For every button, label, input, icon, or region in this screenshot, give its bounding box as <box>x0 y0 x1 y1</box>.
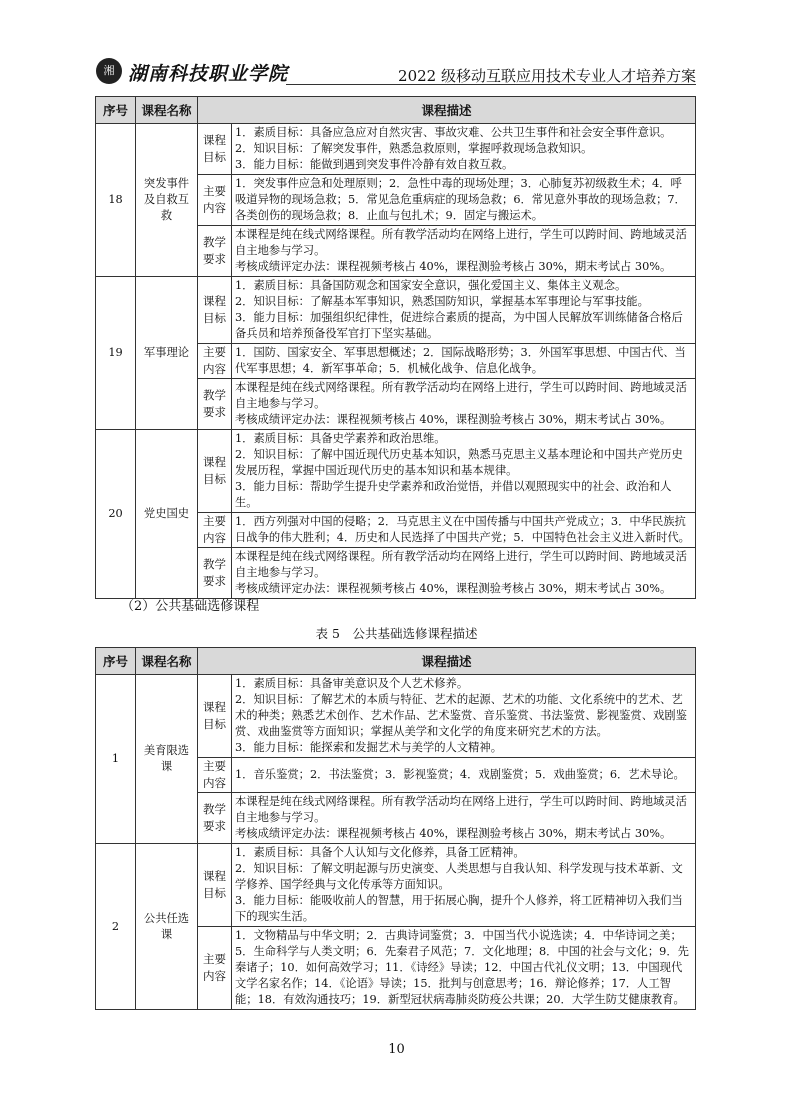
desc-line: 2．知识目标：了解艺术的本质与特征、艺术的起源、艺术的功能、文化系统中的艺术、艺术的种类；熟悉艺术创作、艺术作品、艺术鉴赏、音乐鉴赏、书法鉴赏、影视鉴赏、戏剧鉴赏、戏曲鉴赏等方面知识；掌握从美学和文化学的角度来研究艺术的方法。 <box>235 693 687 738</box>
desc-line: 1．素质目标：具备史学素养和政治思维。 <box>235 432 446 445</box>
col-header-desc: 课程描述 <box>198 648 696 675</box>
teaching-requirement-label: 教学要求 <box>198 379 232 430</box>
table-row <box>96 430 696 513</box>
course-goal-text <box>232 277 696 344</box>
col-header-name: 课程名称 <box>136 648 198 675</box>
document-title: 2022 级移动互联应用技术专业人才培养方案 <box>398 67 696 85</box>
teaching-requirement-text <box>232 379 696 430</box>
main-content-text <box>232 175 696 226</box>
desc-line: 1．素质目标：具备个人认知与文化修养，具备工匠精神。 <box>235 846 525 859</box>
course-number: 1 <box>96 675 136 844</box>
desc-line: 本课程是纯在线式网络课程。所有教学活动均在网络上进行，学生可以跨时间、跨地域灵活自主地参与学习。 <box>235 228 687 257</box>
desc-line: 3．能力目标：能吸收前人的智慧，用于拓展心胸，提升个人修养，将工匠精神切入我们当下的现实生活。 <box>235 894 683 923</box>
desc-line: 3．能力目标：加强组织纪律性，促进综合素质的提高，为中国人民解放军训练储备合格后备兵员和培养预备役军官打下坚实基础。 <box>235 311 683 340</box>
course-name: 突发事件及自救互救 <box>136 124 198 277</box>
table-row <box>96 675 696 758</box>
course-name: 军事理论 <box>136 277 198 430</box>
table-row <box>96 844 696 927</box>
col-header-desc: 课程描述 <box>198 97 696 124</box>
main-content-label: 主要内容 <box>198 175 232 226</box>
table-row <box>96 277 696 344</box>
main-content-text <box>232 513 696 548</box>
course-name: 公共任选课 <box>136 844 198 1010</box>
desc-line: 3．能力目标：帮助学生提升史学素养和政治觉悟，并借以观照现实中的社会、政治和人生。 <box>235 480 672 509</box>
course-table-1 <box>95 96 696 599</box>
desc-line: 本课程是纯在线式网络课程。所有教学活动均在网络上进行，学生可以跨时间、跨地域灵活自主地参与学习。 <box>235 381 687 410</box>
course-goal-label: 课程目标 <box>198 277 232 344</box>
course-goal-text <box>232 844 696 927</box>
course-goal-text <box>232 430 696 513</box>
main-content-label: 主要内容 <box>198 344 232 379</box>
table-caption: 表 5 公共基础选修课程描述 <box>315 626 478 641</box>
desc-line: 考核成绩评定办法：课程视频考核占 40%，课程测验考核占 30%，期末考试占 30%。 <box>235 582 672 595</box>
page-header <box>96 58 696 88</box>
desc-line: 3．能力目标：能探索和发掘艺术与美学的人文精神。 <box>235 741 503 754</box>
teaching-requirement-text <box>232 548 696 599</box>
teaching-requirement-text <box>232 793 696 844</box>
desc-line: 2．知识目标：了解文明起源与历史演变、人类思想与自我认知、科学发现与技术革新、文学修养、国学经典与文化传承等方面知识。 <box>235 862 683 891</box>
header-rule <box>286 84 696 85</box>
teaching-requirement-label: 教学要求 <box>198 226 232 277</box>
course-number: 19 <box>96 277 136 430</box>
teaching-requirement-text <box>232 226 696 277</box>
col-header-no: 序号 <box>96 97 136 124</box>
desc-line: 2．知识目标：了解突发事件，熟悉急救原则，掌握呼救现场急救知识。 <box>235 142 593 155</box>
main-content-text <box>232 344 696 379</box>
desc-line: 本课程是纯在线式网络课程。所有教学活动均在网络上进行，学生可以跨时间、跨地域灵活自主地参与学习。 <box>235 550 687 579</box>
course-number: 20 <box>96 430 136 599</box>
desc-line: 1．素质目标：具备应急应对自然灾害、事故灾难、公共卫生事件和社会安全事件意识。 <box>235 126 672 139</box>
school-name: 湖南科技职业学院 <box>128 63 289 85</box>
course-table-2 <box>95 647 696 1010</box>
course-goal-text <box>232 124 696 175</box>
table-header-row <box>96 97 696 124</box>
desc-line: 1．文物精品与中华文明；2．古典诗词鉴赏；3．中国当代小说选读；4．中华诗词之美；5．生命科学与人类文明；6．先秦君子风范；7．文化地理；8．中国的社会与文化；9．先秦诸子；10．如何高效学习；11．《诗经》导读；12．中国古代礼仪文明；13．中国现代文学名家名作；14．《论语》导读；15．批判与创意思考；16．辩论修养；17．人工智能；18．有效沟通技巧；19．新型冠状病毒肺炎防疫公共课；20．大学生防艾健康教育。 <box>235 929 689 1006</box>
desc-line: 1．突发事件应急和处理原则；2．急性中毒的现场处理；3．心肺复苏初级救生术；4．呼吸道异物的现场急救；5．常见急危重病症的现场急救；6．常见意外事故的现场急救；7．各类创伤的现场急救；8．止血与包扎术；9．固定与搬运术。 <box>235 177 686 222</box>
page-number: 10 <box>388 1042 405 1057</box>
course-number: 18 <box>96 124 136 277</box>
course-name: 美育限选课 <box>136 675 198 844</box>
desc-line: 2．知识目标：了解中国近现代历史基本知识，熟悉马克思主义基本理论和中国共产党历史发展历程，掌握中国近现代历史的基本知识和基本规律。 <box>235 448 683 477</box>
desc-line: 3．能力目标：能做到遇到突发事件冷静有效自救互救。 <box>235 158 514 171</box>
desc-line: 2．知识目标：了解基本军事知识，熟悉国防知识，掌握基本军事理论与军事技能。 <box>235 295 649 308</box>
course-goal-label: 课程目标 <box>198 844 232 927</box>
desc-line: 1．音乐鉴赏；2．书法鉴赏；3．影视鉴赏；4．戏剧鉴赏；5．戏曲鉴赏；6．艺术导论。 <box>235 768 685 781</box>
desc-line: 1．素质目标：具备国防观念和国家安全意识，强化爱国主义、集体主义观念。 <box>235 279 627 292</box>
col-header-no: 序号 <box>96 648 136 675</box>
desc-line: 考核成绩评定办法：课程视频考核占 40%，课程测验考核占 30%，期末考试占 30%。 <box>235 827 672 840</box>
course-number: 2 <box>96 844 136 1010</box>
section-heading: （2）公共基础选修课程 <box>121 599 260 614</box>
school-logo-icon: 湘 <box>96 58 122 84</box>
desc-line: 1．西方列强对中国的侵略；2．马克思主义在中国传播与中国共产党成立；3．中华民族抗日战争的伟大胜利；4．历史和人民选择了中国共产党；5．中国特色社会主义进入新时代。 <box>235 515 690 544</box>
course-goal-text <box>232 675 696 758</box>
main-content-label: 主要内容 <box>198 513 232 548</box>
table-header-row <box>96 648 696 675</box>
course-goal-label: 课程目标 <box>198 124 232 175</box>
desc-line: 本课程是纯在线式网络课程。所有教学活动均在网络上进行，学生可以跨时间、跨地域灵活自主地参与学习。 <box>235 795 687 824</box>
teaching-requirement-label: 教学要求 <box>198 548 232 599</box>
main-content-text <box>232 758 696 793</box>
teaching-requirement-label: 教学要求 <box>198 793 232 844</box>
desc-line: 1．素质目标：具备审美意识及个人艺术修养。 <box>235 677 469 690</box>
course-name: 党史国史 <box>136 430 198 599</box>
course-goal-label: 课程目标 <box>198 430 232 513</box>
main-content-label: 主要内容 <box>198 927 232 1010</box>
course-goal-label: 课程目标 <box>198 675 232 758</box>
desc-line: 1．国防、国家安全、军事思想概述；2．国际战略形势；3．外国军事思想、中国古代、当代军事思想；4．新军事革命；5．机械化战争、信息化战争。 <box>235 346 686 375</box>
main-content-text <box>232 927 696 1010</box>
main-content-label: 主要内容 <box>198 758 232 793</box>
col-header-name: 课程名称 <box>136 97 198 124</box>
table-row <box>96 124 696 175</box>
desc-line: 考核成绩评定办法：课程视频考核占 40%，课程测验考核占 30%，期末考试占 30%。 <box>235 413 672 426</box>
desc-line: 考核成绩评定办法：课程视频考核占 40%，课程测验考核占 30%，期末考试占 30%。 <box>235 260 672 273</box>
